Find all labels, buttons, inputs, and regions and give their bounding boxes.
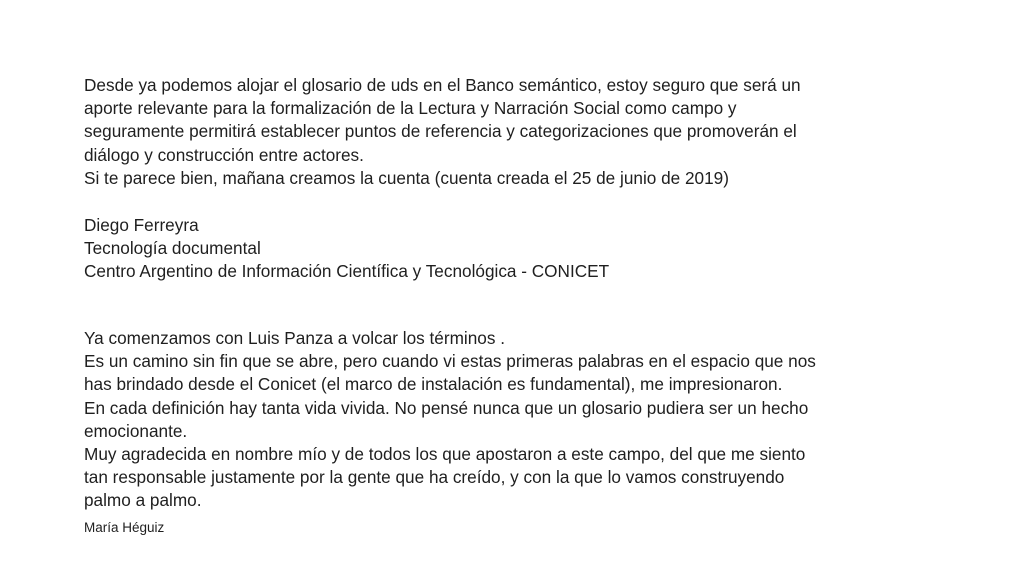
message-heguiz-line: Es un camino sin fin que se abre, pero cuando vi estas primeras palabras en el espacio que nos <box>84 351 816 372</box>
message-heguiz-line: Ya comenzamos con Luis Panza a volcar los términos . <box>84 328 505 348</box>
message-ferreyra-line: seguramente permitirá establecer puntos de referencia y categorizaciones que promoverán el <box>84 121 797 142</box>
signature-name: Diego Ferreyra <box>84 215 199 235</box>
message-ferreyra <box>84 74 984 190</box>
signature-role: Tecnología documental <box>84 238 261 259</box>
signature-heguiz: María Héguiz <box>84 520 165 535</box>
message-heguiz <box>84 327 984 513</box>
message-ferreyra-line: Desde ya podemos alojar el glosario de uds en el Banco semántico, estoy seguro que será un <box>84 75 801 95</box>
message-ferreyra-line: diálogo y construcción entre actores. <box>84 144 364 165</box>
message-heguiz-line: tan responsable justamente por la gente que ha creído, y con la que lo vamos construyendo <box>84 467 785 488</box>
signature-ferreyra <box>84 214 984 284</box>
message-heguiz-line: has brindado desde el Conicet (el marco de instalación es fundamental), me impresionaron. <box>84 374 783 395</box>
message-heguiz-line: En cada definición hay tanta vida vivida. No pensé nunca que un glosario pudiera ser un hecho <box>84 397 809 418</box>
message-ferreyra-line: Si te parece bien, mañana creamos la cuenta (cuenta creada el 25 de junio de 2019) <box>84 167 729 188</box>
message-ferreyra-line: aporte relevante para la formalización de la Lectura y Narración Social como campo y <box>84 98 737 119</box>
message-heguiz-line: palmo a palmo. <box>84 490 202 511</box>
message-heguiz-line: emocionante. <box>84 420 188 441</box>
message-heguiz-line: Muy agradecida en nombre mío y de todos los que apostaron a este campo, del que me siento <box>84 444 806 465</box>
signature-institution: Centro Argentino de Información Científica y Tecnológica - CONICET <box>84 261 610 282</box>
